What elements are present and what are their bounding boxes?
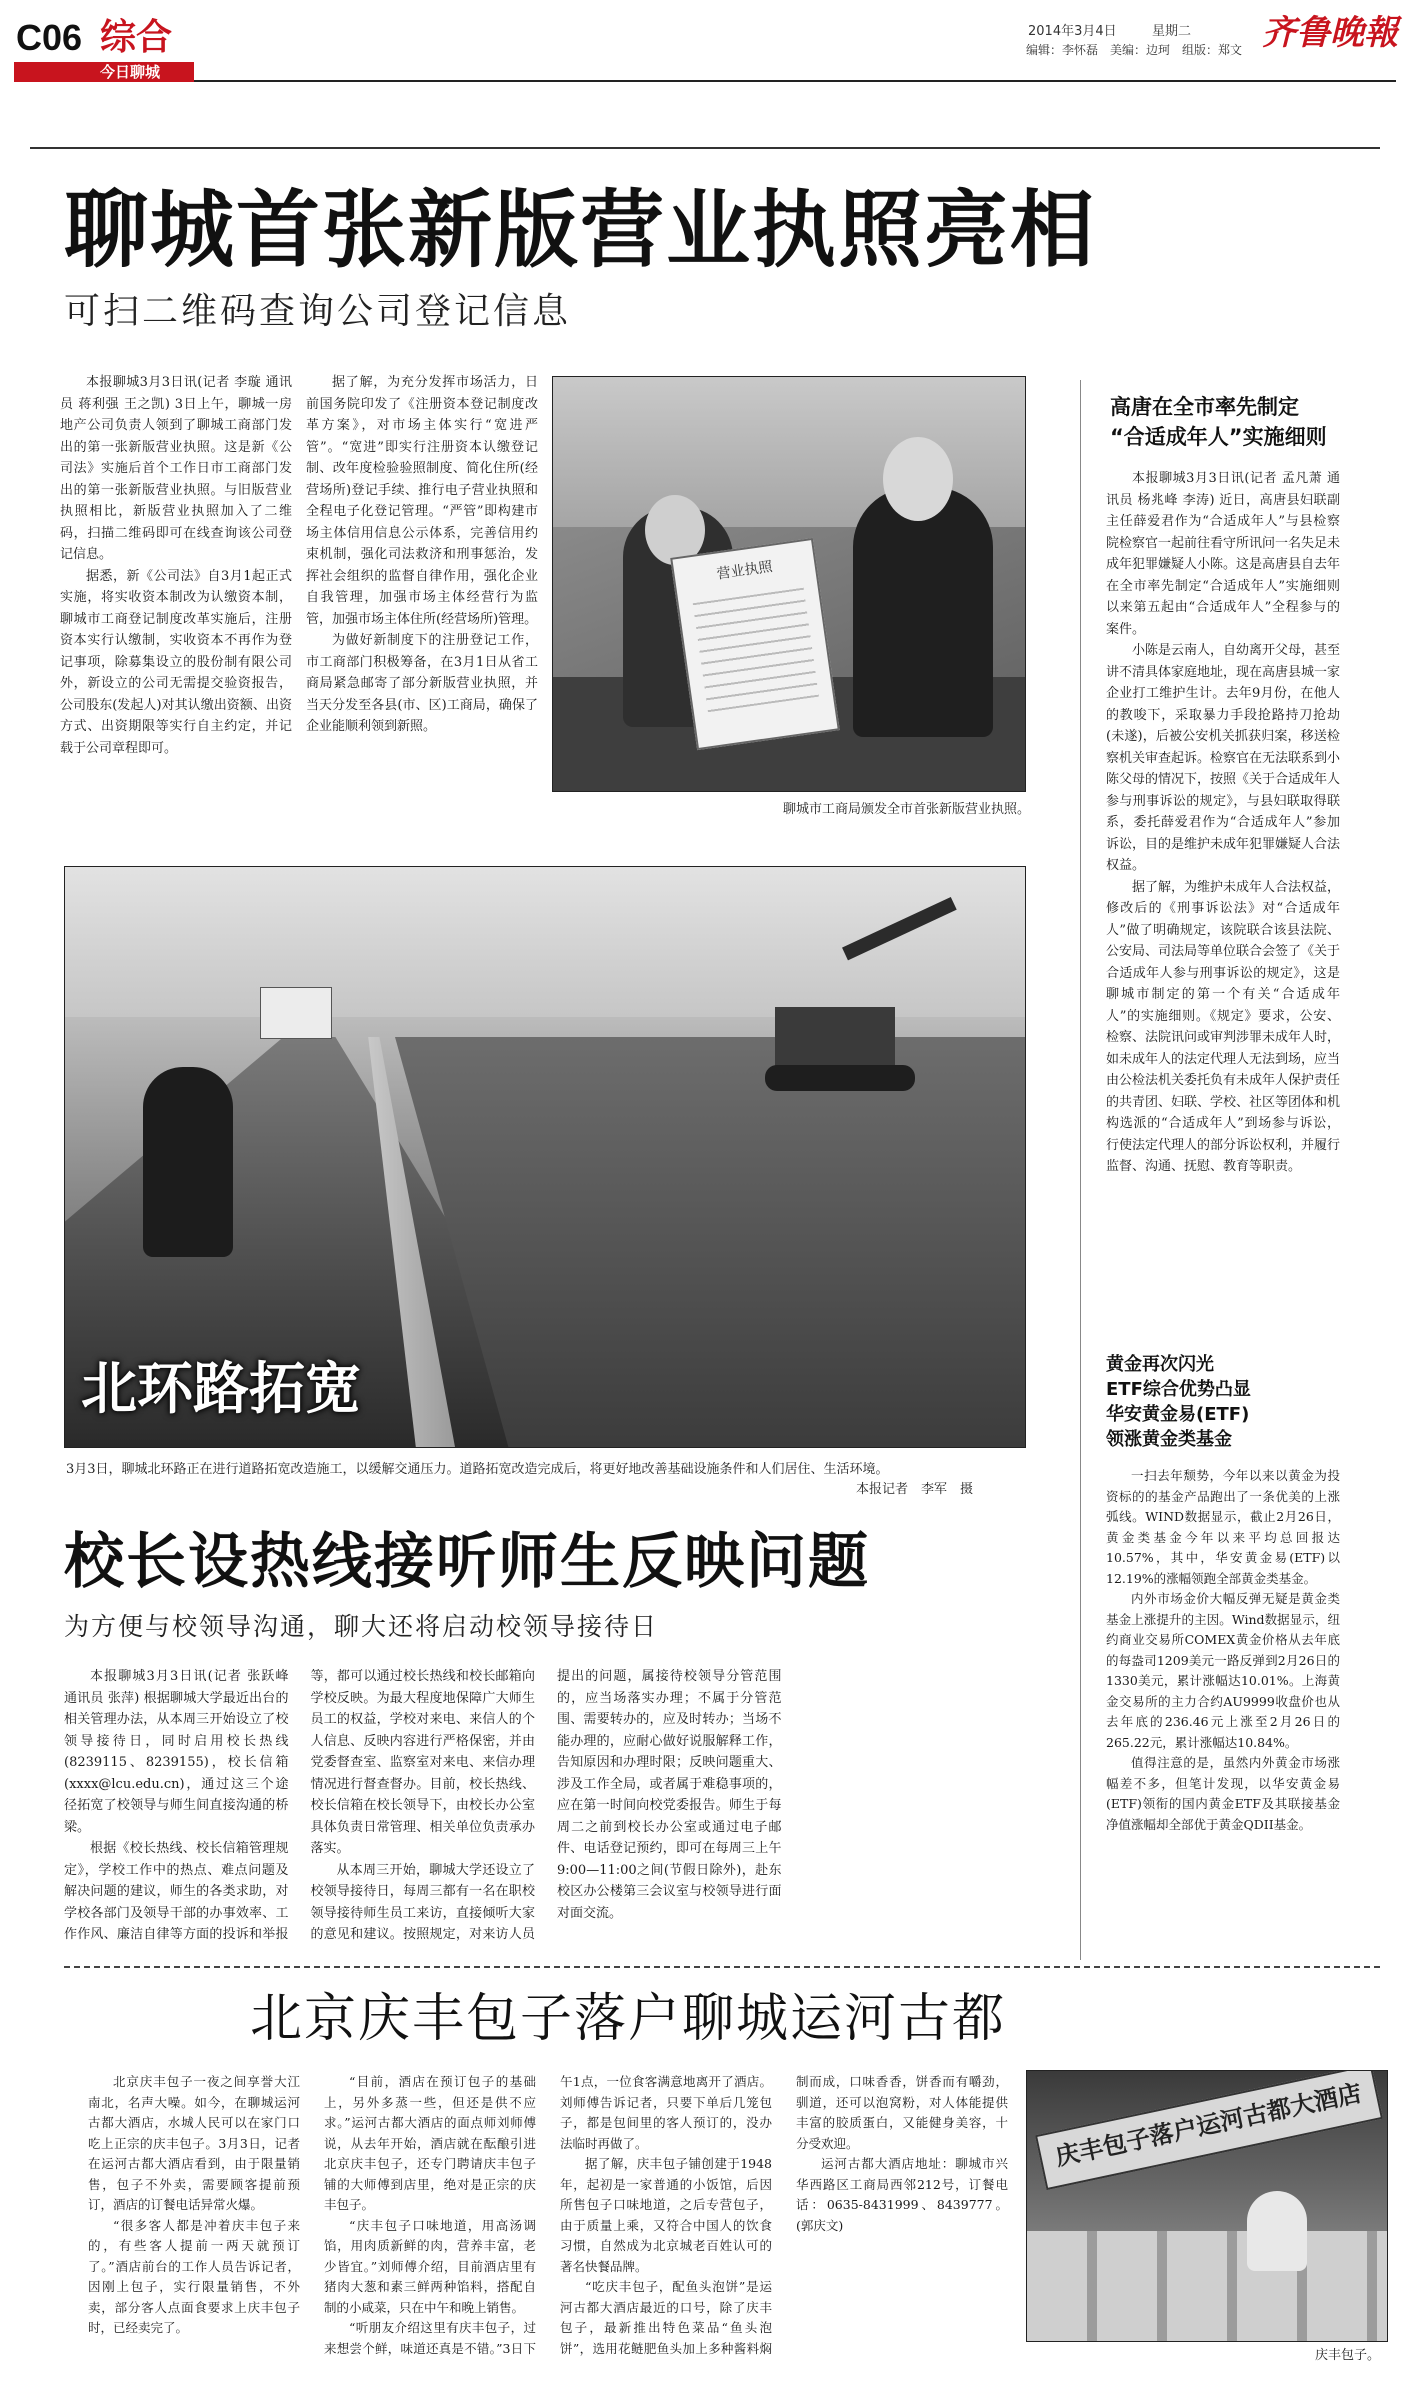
top-rule — [30, 147, 1380, 149]
sidebar1-para: 本报聊城3月3日讯(记者 孟凡萧 通讯员 杨兆峰 李涛) 近日，高唐县妇联副主任薛爱君作为“合适成年人”与县检察院检察官一起前往看守所讯问一名失足未成年犯罪嫌疑人小陈。这是高唐县自去年在全市率先制定“合适成年人”实施细则以来第五起由“合适成年人”全程参与的案件。 — [1106, 471, 1340, 637]
road-photo — [64, 866, 1026, 1448]
sidebar2-headline-line: 华安黄金易(ETF) — [1106, 1404, 1250, 1425]
article3-headline: 北京庆丰包子落户聊城运河古都 — [250, 1989, 1007, 2049]
motorcyclists — [143, 1067, 233, 1257]
article3-para: “庆丰包子口味地道，用高汤调馅，用肉质新鲜的肉，营养丰富，老少皆宜。”刘师傅介绍，目前酒店里有猪肉大葱和素三鲜两种馅料，搭配自制的小咸菜，只在中午和晚上销售。 — [324, 2217, 536, 2315]
header-bar — [0, 0, 1409, 92]
excavator-tracks — [765, 1065, 915, 1091]
baozi-photo — [1026, 2070, 1388, 2342]
sidebar1-body — [1106, 468, 1340, 1328]
article3-para: 运河古都大酒店地址：聊城市兴华西路区工商局西邻212号，订餐电话：0635-8431999、8439777。(郭庆文) — [796, 2156, 1008, 2233]
truck — [260, 987, 332, 1039]
sidebar2-headline-line: 黄金再次闪光 — [1106, 1354, 1214, 1375]
sidebar1-headline — [1110, 392, 1390, 452]
sidebar1-para: 据了解，为维护未成年人合法权益，修改后的《刑事诉讼法》对“合适成年人”做了明确规定，该院联合该县法院、公安局、司法局等单位联合会签了《关于合适成年人参与刑事诉讼的规定》，这是聊城市制定的第一个有关“合适成年人”的实施细则。《规定》要求，公安、检察、法院讯问或审判涉罪未成年人时，如未成年人的法定代理人无法到场，应当由公检法机关委托负有未成年人保护责任的共青团、妇联、学校、社区等团体和机构选派的“合适成年人”到场参与诉讼，行使法定代理人的部分诉讼权利，并履行监督、沟通、抚慰、教育等职责。 — [1106, 879, 1340, 1174]
article2-para: 根据《校长热线、校长信箱管理规定》，学校工作中的热点、难点问题及解决问题的建议，师生的各类求助，对学校各部门及领导干部的办事效率、工作作风、廉洁自律等方面的投诉和举报等，都可以通过校长热线和校长邮箱向学校反映。为最大程度地保障广大师生员工的权益，学校对来电、来信人的个人信息、反映内容进行严格保密，并由党委督查室、监察室对来电、来信办理情况进行督查督办。目前，校长热线、校长信箱在校长领导下，由校长办公室具体负责日常管理、相关单位负责承办落实。 — [64, 1669, 535, 1942]
article2-para: 本报聊城3月3日讯(记者 张跃峰 通讯员 张萍) 根据聊城大学最近出台的相关管理办法，从本周三开始设立了校领导接待日，同时启用校长热线(8239115、8239155)，校长信箱(xxxx@lcu.edu.cn)，通过这三个途径拓宽了校领导与师生间直接沟通的桥梁。 — [64, 1669, 289, 1835]
steamer-baskets — [1027, 2231, 1387, 2341]
restaurant-sign — [1035, 2070, 1383, 2190]
article1-col2-para: 为做好新制度下的注册登记工作，市工商部门积极筹备，在3月1日从省工商局紧急邮寄了部分新版营业执照，并当天分发至各县(市、区)工商局，确保了企业能顺利领到新照。 — [306, 633, 538, 734]
editors-line: 编辑：李怀磊 美编：边珂 组版：郑文 — [1026, 43, 1243, 57]
article3-para: “目前，酒店在预订包子的基础上，另外多蒸一些，但还是供不应求。”运河古都大酒店的面点师刘师傅说，从去年开始，酒店就在酝酿引进北京庆丰包子，还专门聘请庆丰包子铺的大师傅到店里，绝对是正宗的庆丰包子。 — [324, 2074, 536, 2212]
article3-para: 据了解，庆丰包子铺创建于1948年，起初是一家普通的小饭馆，后因所售包子口味地道，之后专营包子，由于质量上乘，又符合中国人的饮食习惯，自然成为北京城老百姓认可的著名快餐品牌。 — [560, 2156, 772, 2274]
subsection-bar — [14, 62, 1396, 82]
article2-para: 从本周三开始，聊城大学还设立了校领导接待日，每周三都有一名在职校领导接待师生员工来访，直接倾听大家的意见和建议。按照规定，对来访人员提出的问题，属接待校领导分管范围的，应当场落实办理；不属于分管范围、需要转办的，应及时转办；当场不能办理的，应耐心做好说服解释工作，告知原因和办理时限；反映问题重大、涉及工作全局，或者属于难稳事项的，应在第一时间向校党委报告。师生于每周二之前到校长办公室或通过电子邮件、电话登记预约，即可在每周三上午9:00—11:00之间(节假日除外)，赴东校区办公楼第三会议室与校领导进行面对面交流。 — [310, 1669, 782, 1942]
issue-date: 2014年3月4日 — [1028, 24, 1117, 39]
masthead-logo: 齐鲁晚報 — [1262, 13, 1398, 53]
baozi-photo-caption: 庆丰包子。 — [1314, 2348, 1380, 2363]
sidebar2-para: 内外市场金价大幅反弹无疑是黄金类基金上涨提升的主因。Wind数据显示，纽约商业交易所COMEX黄金价格从去年底的每盎司1209美元一路反弹到2月26日的1330美元，累计涨幅达10.01%。上海黄金交易所的主力合约AU9999收盘价也从去年底的236.46元上涨至2月26日的265.22元，累计涨幅达10.84%。 — [1106, 1591, 1340, 1750]
article2-headline: 校长设热线接听师生反映问题 — [64, 1527, 870, 1597]
subsection-label: 今日聊城 — [100, 63, 161, 81]
restaurant-sign-text: 庆丰包子落户运河古都大酒店 — [1053, 2078, 1365, 2172]
sidebar-divider — [1080, 380, 1081, 1960]
photo-overlay-title: 北环路拓宽 — [81, 1357, 361, 1422]
certificate-title: 营业执照 — [715, 558, 774, 583]
certificate-lines — [693, 588, 819, 713]
chef-figure — [1247, 2191, 1307, 2271]
excavator — [765, 947, 965, 1107]
sidebar2-headline-line: 领涨黄金类基金 — [1106, 1429, 1232, 1450]
sidebar2-body — [1106, 1466, 1340, 1946]
article1-col1-para: 据悉，新《公司法》自3月1起正式实施，将实收资本制改为认缴资本制，聊城市工商登记制度改革实施后，注册资本实行认缴制，实收资本不再作为登记事项，除募集设立的股份制有限公司外，新设立的公司无需提交验资报告，公司股东(发起人)对其认缴出资额、出资方式、出资期限等实行自主约定，并记载于公司章程即可。 — [60, 568, 292, 756]
article3-para: “吃庆丰包子，配鱼头泡饼”是运河古都大酒店最近的口号，除了庆丰包子，最新推出特色菜品“鱼头泡饼”，选用花鲢肥鱼头加上多种酱料焖制而成，口味香香，饼香而有嚼劲，驯道，还可以泡窝粉，对人体能提供丰富的胶质蛋白，又能健身美容，十分受欢迎。 — [560, 2074, 1008, 2356]
article1-col2-para: 据了解，为充分发挥市场活力，日前国务院印发了《注册资本登记制度改革方案》，对市场主体实行“宽进严管”。“宽进”即实行注册资本认缴登记制、改年度检验验照制度、简化住所(经营场所)登记手续、推行电子营业执照和全程电子化登记管理。“严管”即构建市场主体信用信息公示体系，完善信用约束机制，强化司法救济和刑事惩治，发挥社会组织的监督自律作用，强化企业自我管理，加强市场主体经营行为监管，加强市场主体住所(经营场所)管理。 — [306, 375, 538, 627]
sidebar2-para: 值得注意的是，虽然内外黄金市场涨幅差不多，但笔计发现，以华安黄金易(ETF)领衔的国内黄金ETF及其联接基金净值涨幅却全部优于黄金QDII基金。 — [1106, 1755, 1340, 1832]
sidebar1-headline-line1: 高唐在全市率先制定 — [1110, 395, 1299, 419]
article3-para: 北京庆丰包子一夜之间享誉大江南北，名声大噪。如今，在聊城运河古都大酒店，水城人民可以在家门口吃上正宗的庆丰包子。3月3日，记者在运河古都大酒店看到，由于限量销售，包子不外卖，需要顾客提前预订，酒店的订餐电话异常火爆。 — [88, 2074, 300, 2212]
sidebar2-para: 一扫去年颓势，今年以来以黄金为投资标的的基金产品跑出了一条优美的上涨弧线。WIND数据显示，截止2月26日，黄金类基金今年以来平均总回报达10.57%，其中，华安黄金易(ETF)以12.19%的涨幅领跑全部黄金类基金。 — [1106, 1468, 1340, 1586]
person-right-face — [883, 437, 953, 521]
sidebar2-headline-line: ETF综合优势凸显 — [1106, 1379, 1251, 1400]
article1-headline: 聊城首张新版营业执照亮相 — [64, 181, 1097, 279]
article2-subhead: 为方便与校领导沟通，聊大还将启动校领导接待日 — [64, 1612, 659, 1641]
sidebar1-para: 小陈是云南人，自幼离开父母，甚至讲不清具体家庭地址，现在高唐县城一家企业打工维护生计。去年9月份，在他人的教唆下，采取暴力手段抢路持刀抢劫(未遂)，后被公安机关抓获归案，移送检察机关审查起诉。检察官在无法联系到小陈父母的情况下，按照《关于合适成年人参与刑事诉讼的规定》，与县妇联取得联系，委托薛爱君作为“合适成年人”参加诉讼，目的是维护未成年犯罪嫌疑人合法权益。 — [1106, 643, 1340, 873]
article3-divider — [64, 1966, 1380, 1968]
sidebar2-headline — [1106, 1352, 1376, 1452]
license-photo — [552, 376, 1026, 792]
excavator-cab — [775, 1007, 895, 1067]
article3-para: “很多客人都是冲着庆丰包子来的，有些客人提前一两天就预订了。”酒店前台的工作人员告诉记者，因刚上包子，实行限量销售，不外卖，部分客人点面食要求上庆丰包子时，已经卖完了。 — [88, 2217, 300, 2335]
section-title: 综合 — [100, 17, 173, 58]
article1-col1-para: 本报聊城3月3日讯(记者 李璇 通讯员 蒋利强 王之凯) 3日上午，聊城一房地产公司负责人领到了聊城工商部门发出的第一张新版营业执照。这是新《公司法》实施后首个工作日市工商部门发出的第一张新版营业执照。与旧版营业执照相比，新版营业执照加入了二维码，扫描二维码即可在线查询该公司登记信息。 — [60, 375, 292, 562]
article1-column-1 — [60, 372, 292, 832]
road-photo-credit: 本报记者 李军 摄 — [856, 1482, 974, 1497]
article2-body — [64, 1666, 1028, 1952]
sidebar1-headline-line2: “合适成年人”实施细则 — [1110, 425, 1327, 449]
subsection-rule — [194, 80, 1396, 82]
issue-weekday: 星期二 — [1152, 24, 1192, 39]
article3-para: “听朋友介绍这里有庆丰包子，过来想尝个鲜，味道还真是不错。”3日下午1点，一位食客满意地离开了酒店。刘师傅告诉记者，只要下单后几笼包子，都是包间里的客人预订的，没办法临时再做了。 — [324, 2074, 772, 2356]
page-code: C06 — [16, 17, 83, 58]
article1-column-2 — [306, 372, 538, 832]
license-photo-caption: 聊城市工商局颁发全市首张新版营业执照。 — [782, 802, 1030, 817]
person-right — [853, 487, 993, 737]
article3-body — [88, 2072, 1008, 2372]
license-certificate — [670, 538, 840, 750]
road-photo-caption: 3月3日，聊城北环路正在进行道路拓宽改造施工，以缓解交通压力。道路拓宽改造完成后，将更好地改善基础设施条件和人们居住、生活环境。 — [66, 1462, 889, 1477]
article1-subhead: 可扫二维码查询公司登记信息 — [64, 291, 572, 332]
